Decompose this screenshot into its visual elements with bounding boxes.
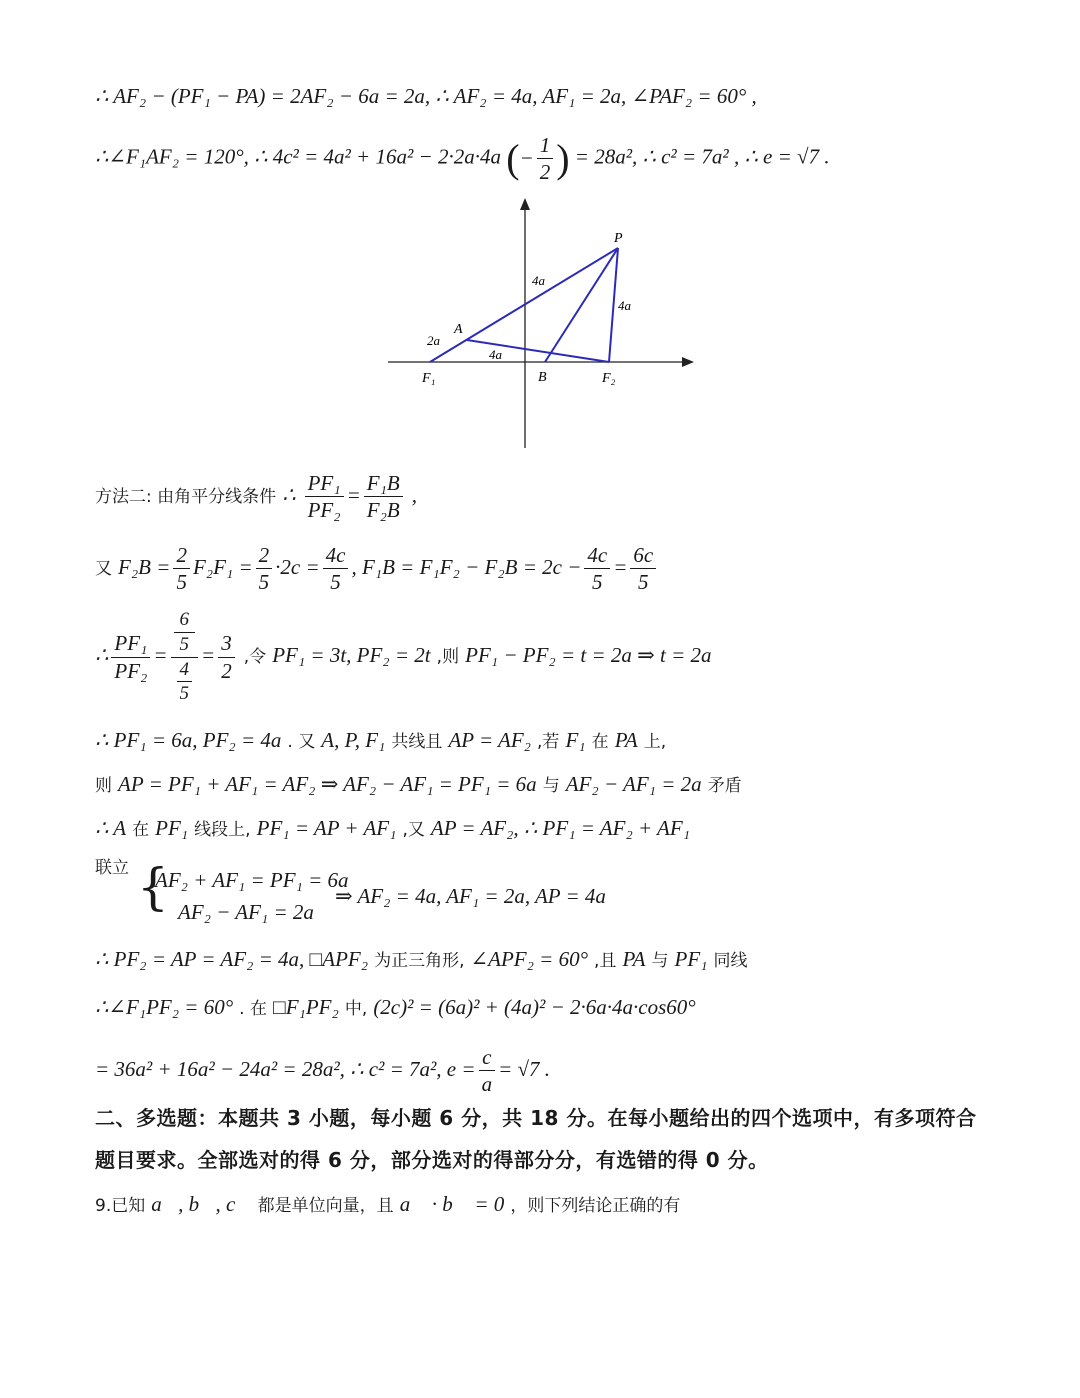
fraction-pf1-pf2: $\frac{\text{PF₁}}{\text{PF₂}}$ xyxy=(305,470,344,524)
fraction-c-a: $\frac{c}{a}$ xyxy=(479,1044,496,1098)
solution-line-1 xyxy=(95,84,757,109)
label-PF2-4a: 4a xyxy=(618,298,631,313)
system-eq-2: AF₂ − AF₁ = 2a xyxy=(178,900,314,924)
label-A: A xyxy=(454,322,463,337)
system-brace: { xyxy=(137,858,169,916)
segment-P-B xyxy=(545,248,618,362)
section-2-heading-line-2: 题目要求。全部选对的得 6 分，部分选对的得部分分，有选错的得 0 分。 xyxy=(95,1148,769,1172)
label-AF2-4a: 4a xyxy=(489,347,502,362)
segment-P-F2 xyxy=(609,248,618,362)
solution-line-2-pre: ∴∠F₁AF₂ = 120°, ∴ 4c² = 4a² + 16a² − 2·2a·4a xyxy=(95,144,501,169)
method2-line-8: ∴∠F₁PF₂ = 60° . 在 □F₁PF₂ 中, (2c)² = (6a)² + (4a)² − 2·6a·4a·cos60° xyxy=(95,995,696,1019)
method2-line-6: ∴ A 在 PF₁ 线段上, PF₁ = AP + AF₁ ,又 AP = AF₂, ∴ PF₁ = AF₂ + AF₁ xyxy=(95,816,690,840)
method2-line-2: 又 F₂B = $\frac{2}{5}$ F₂F₁ = $\frac{2}{5}$ ·2c = $\frac{4c}{5}$ , F₁B = F₁F₂ − F₂B = 2c − $\frac{4c}{5}$ = $\frac{6c}{5}$ xyxy=(95,542,659,596)
fraction-f1b-f2b: $\frac{\text{F₁B}}{\text{F₂B}}$ xyxy=(364,470,403,524)
compound-fraction: 6 5 4 5 xyxy=(171,608,199,706)
method2-line-1: 方法二: 由角平分线条件 ∴ $\frac{\text{PF₁}}{\text{PF₂}}$ = $\frac{\text{F₁B}}{\text{F₂B}}$ , xyxy=(95,471,418,523)
y-axis-arrow xyxy=(520,198,530,210)
solution-line-2: ∴∠F₁AF₂ = 120°, ∴ 4c² = 4a² + 16a² − 2·2a·4a (− $\frac{1}{2}$ ) = 28a², ∴ c² = 7a² , ∴ e = √7 . xyxy=(95,133,830,185)
method2-line-3: ∴ $\frac{\text{PF₁}}{\text{PF₂}}$ = 6 5 4 5 = $\frac{3}{2}$ ,令 PF₁ = 3t, PF₂ = 2t ,则 PF₁ − PF₂ = t = 2a ⇒ t = 2a xyxy=(95,609,712,705)
segment-F1-P xyxy=(430,248,618,362)
label-F2: F₂ xyxy=(602,371,616,386)
label-F1A-2a: 2a xyxy=(427,333,440,348)
label-B: B xyxy=(538,370,547,385)
method2-line-5: 则 AP = PF₁ + AF₁ = AF₂ ⇒ AF₂ − AF₁ = PF₁ = 6a 与 AF₂ − AF₁ = 2a 矛盾 xyxy=(95,772,742,796)
fraction-neg-half: $\frac{1}{2}$ xyxy=(537,132,554,186)
lianli-label: 联立 xyxy=(95,858,129,878)
label-AP-4a: 4a xyxy=(532,273,545,288)
x-axis-arrow xyxy=(682,357,694,367)
method2-line-7: ∴ PF₂ = AP = AF₂ = 4a, □APF₂ 为正三角形, ∠APF₂ = 60° ,且 PA 与 PF₁ 同线 xyxy=(95,947,748,971)
label-F1: F₁ xyxy=(422,371,436,386)
method2-line-9: = 36a² + 16a² − 24a² = 28a², ∴ c² = 7a², e = $\frac{c}{a}$ = √7 . xyxy=(95,1045,551,1097)
label-P: P xyxy=(614,231,623,246)
system-eq-1: AF₂ + AF₁ = PF₁ = 6a xyxy=(155,868,349,892)
solution-line-1-text: ∴ AF₂ − (PF₁ − PA) = 2AF₂ − 6a = 2a, ∴ AF₂ = 4a, AF₁ = 2a, ∠PAF₂ = 60° , xyxy=(95,84,757,108)
solution-line-2-post: = 28a², ∴ c² = 7a² , ∴ e = √7 . xyxy=(574,144,830,169)
hyperbola-triangle-figure xyxy=(380,192,710,454)
system-result: ⇒ AF₂ = 4a, AF₁ = 2a, AP = 4a xyxy=(335,884,606,908)
method2-line-4: ∴ PF₁ = 6a, PF₂ = 4a . 又 A, P, F₁ 共线且 AP = AF₂ ,若 F₁ 在 PA 上, xyxy=(95,728,667,752)
question-9: 9.已知 a⃗, b⃗, c⃗ 都是单位向量，且 a⃗ · b⃗ = 0 ，则下列结论正确的有 xyxy=(95,1192,681,1216)
section-2-heading-line-1: 二、多选题：本题共 3 小题，每小题 6 分，共 18 分。在每小题给出的四个选项中，有多项符合 xyxy=(95,1106,977,1130)
